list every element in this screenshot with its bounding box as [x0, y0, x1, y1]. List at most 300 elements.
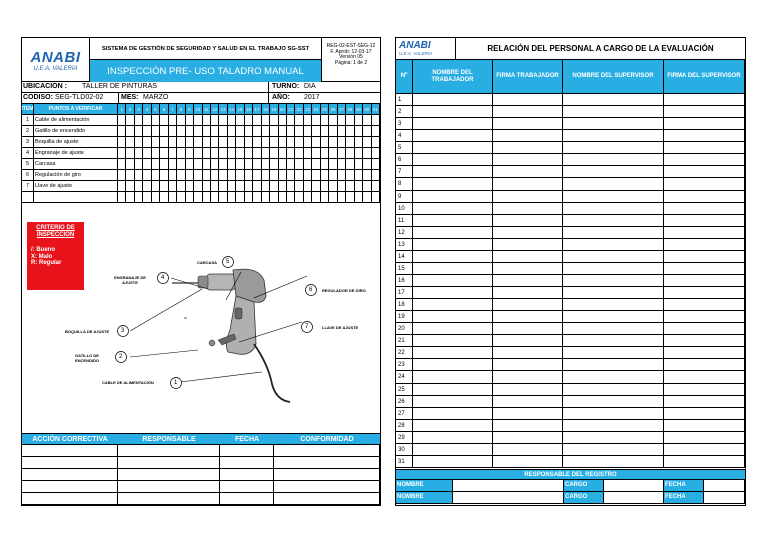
check-cell[interactable]: [219, 192, 227, 203]
action-cell[interactable]: [274, 481, 380, 493]
check-cell[interactable]: [228, 126, 236, 137]
check-cell[interactable]: [253, 192, 261, 203]
check-cell[interactable]: [143, 148, 151, 159]
check-cell[interactable]: [355, 170, 363, 181]
personnel-cell[interactable]: [493, 347, 563, 359]
check-cell[interactable]: [236, 170, 244, 181]
check-cell[interactable]: [253, 181, 261, 192]
action-cell[interactable]: [274, 469, 380, 481]
check-cell[interactable]: [338, 148, 346, 159]
check-cell[interactable]: [211, 192, 219, 203]
check-cell[interactable]: [279, 148, 287, 159]
check-cell[interactable]: [135, 181, 143, 192]
check-cell[interactable]: [152, 170, 160, 181]
check-cell[interactable]: [160, 115, 168, 126]
personnel-cell[interactable]: [563, 408, 664, 420]
personnel-cell[interactable]: [493, 311, 563, 323]
personnel-cell[interactable]: [563, 359, 664, 371]
check-cell[interactable]: [321, 115, 329, 126]
check-cell[interactable]: [194, 148, 202, 159]
check-cell[interactable]: [118, 170, 126, 181]
check-cell[interactable]: [143, 192, 151, 203]
check-cell[interactable]: [245, 126, 253, 137]
personnel-cell[interactable]: [493, 215, 563, 227]
check-cell[interactable]: [355, 126, 363, 137]
personnel-cell[interactable]: [563, 420, 664, 432]
check-cell[interactable]: [262, 115, 270, 126]
personnel-cell[interactable]: [664, 299, 745, 311]
personnel-cell[interactable]: [413, 154, 493, 166]
personnel-cell[interactable]: [493, 359, 563, 371]
check-cell[interactable]: [279, 159, 287, 170]
check-cell[interactable]: [270, 148, 278, 159]
check-cell[interactable]: [321, 192, 329, 203]
personnel-cell[interactable]: [563, 191, 664, 203]
check-cell[interactable]: [152, 181, 160, 192]
personnel-cell[interactable]: [563, 251, 664, 263]
personnel-cell[interactable]: [664, 118, 745, 130]
personnel-cell[interactable]: [664, 130, 745, 142]
check-cell[interactable]: [270, 181, 278, 192]
check-cell[interactable]: [312, 148, 320, 159]
check-cell[interactable]: [363, 126, 371, 137]
action-cell[interactable]: [22, 445, 118, 457]
check-cell[interactable]: [211, 159, 219, 170]
check-cell[interactable]: [262, 181, 270, 192]
check-cell[interactable]: [236, 159, 244, 170]
check-cell[interactable]: [372, 170, 380, 181]
personnel-cell[interactable]: [664, 335, 745, 347]
check-cell[interactable]: [135, 148, 143, 159]
date-field[interactable]: [704, 480, 745, 492]
check-cell[interactable]: [287, 181, 295, 192]
check-cell[interactable]: [143, 181, 151, 192]
check-cell[interactable]: [279, 137, 287, 148]
personnel-cell[interactable]: [413, 215, 493, 227]
personnel-cell[interactable]: [413, 178, 493, 190]
check-cell[interactable]: [135, 115, 143, 126]
check-cell[interactable]: [355, 192, 363, 203]
personnel-cell[interactable]: [413, 432, 493, 444]
check-cell[interactable]: [312, 181, 320, 192]
check-cell[interactable]: [228, 192, 236, 203]
check-cell[interactable]: [118, 126, 126, 137]
check-cell[interactable]: [372, 192, 380, 203]
check-cell[interactable]: [312, 159, 320, 170]
check-cell[interactable]: [363, 192, 371, 203]
check-cell[interactable]: [270, 170, 278, 181]
check-cell[interactable]: [160, 148, 168, 159]
personnel-cell[interactable]: [664, 275, 745, 287]
personnel-cell[interactable]: [493, 227, 563, 239]
personnel-cell[interactable]: [493, 420, 563, 432]
personnel-cell[interactable]: [413, 396, 493, 408]
check-cell[interactable]: [312, 115, 320, 126]
check-cell[interactable]: [135, 192, 143, 203]
check-cell[interactable]: [135, 170, 143, 181]
check-cell[interactable]: [329, 159, 337, 170]
personnel-cell[interactable]: [664, 251, 745, 263]
check-cell[interactable]: [219, 148, 227, 159]
personnel-cell[interactable]: [493, 166, 563, 178]
personnel-cell[interactable]: [563, 396, 664, 408]
check-cell[interactable]: [169, 148, 177, 159]
check-cell[interactable]: [245, 148, 253, 159]
check-cell[interactable]: [118, 115, 126, 126]
check-cell[interactable]: [262, 126, 270, 137]
personnel-cell[interactable]: [413, 191, 493, 203]
action-cell[interactable]: [274, 457, 380, 469]
check-cell[interactable]: [126, 192, 134, 203]
personnel-cell[interactable]: [664, 166, 745, 178]
personnel-cell[interactable]: [493, 444, 563, 456]
check-cell[interactable]: [287, 192, 295, 203]
personnel-cell[interactable]: [664, 215, 745, 227]
personnel-cell[interactable]: [493, 94, 563, 106]
check-cell[interactable]: [338, 159, 346, 170]
check-cell[interactable]: [194, 126, 202, 137]
personnel-cell[interactable]: [664, 396, 745, 408]
check-cell[interactable]: [295, 181, 303, 192]
check-cell[interactable]: [186, 159, 194, 170]
personnel-cell[interactable]: [563, 444, 664, 456]
check-cell[interactable]: [262, 159, 270, 170]
check-cell[interactable]: [194, 159, 202, 170]
check-cell[interactable]: [329, 170, 337, 181]
check-cell[interactable]: [262, 137, 270, 148]
check-cell[interactable]: [186, 148, 194, 159]
personnel-cell[interactable]: [493, 251, 563, 263]
check-cell[interactable]: [363, 148, 371, 159]
check-cell[interactable]: [287, 148, 295, 159]
check-cell[interactable]: [118, 192, 126, 203]
check-cell[interactable]: [203, 137, 211, 148]
check-cell[interactable]: [363, 170, 371, 181]
check-cell[interactable]: [270, 137, 278, 148]
action-cell[interactable]: [220, 469, 274, 481]
personnel-cell[interactable]: [493, 263, 563, 275]
check-cell[interactable]: [355, 115, 363, 126]
check-cell[interactable]: [312, 192, 320, 203]
check-cell[interactable]: [262, 148, 270, 159]
personnel-cell[interactable]: [413, 203, 493, 215]
check-cell[interactable]: [321, 148, 329, 159]
check-cell[interactable]: [253, 115, 261, 126]
check-cell[interactable]: [228, 115, 236, 126]
check-cell[interactable]: [338, 181, 346, 192]
check-cell[interactable]: [338, 192, 346, 203]
check-cell[interactable]: [203, 192, 211, 203]
personnel-cell[interactable]: [563, 118, 664, 130]
check-cell[interactable]: [126, 181, 134, 192]
check-cell[interactable]: [228, 170, 236, 181]
check-cell[interactable]: [245, 192, 253, 203]
check-cell[interactable]: [186, 170, 194, 181]
check-cell[interactable]: [304, 170, 312, 181]
check-cell[interactable]: [219, 159, 227, 170]
check-cell[interactable]: [203, 181, 211, 192]
personnel-cell[interactable]: [664, 154, 745, 166]
check-cell[interactable]: [169, 181, 177, 192]
check-cell[interactable]: [152, 137, 160, 148]
personnel-cell[interactable]: [664, 191, 745, 203]
personnel-cell[interactable]: [413, 323, 493, 335]
personnel-cell[interactable]: [493, 323, 563, 335]
personnel-cell[interactable]: [664, 359, 745, 371]
position-field[interactable]: [604, 492, 664, 504]
personnel-cell[interactable]: [493, 178, 563, 190]
personnel-cell[interactable]: [664, 371, 745, 383]
personnel-cell[interactable]: [413, 408, 493, 420]
personnel-cell[interactable]: [413, 311, 493, 323]
check-cell[interactable]: [321, 181, 329, 192]
personnel-cell[interactable]: [664, 142, 745, 154]
personnel-cell[interactable]: [563, 384, 664, 396]
check-cell[interactable]: [177, 115, 185, 126]
check-cell[interactable]: [236, 192, 244, 203]
personnel-cell[interactable]: [413, 275, 493, 287]
check-cell[interactable]: [304, 192, 312, 203]
personnel-cell[interactable]: [563, 130, 664, 142]
personnel-cell[interactable]: [664, 420, 745, 432]
personnel-cell[interactable]: [664, 323, 745, 335]
check-cell[interactable]: [253, 170, 261, 181]
action-cell[interactable]: [118, 481, 220, 493]
action-cell[interactable]: [220, 457, 274, 469]
check-cell[interactable]: [245, 170, 253, 181]
check-cell[interactable]: [372, 126, 380, 137]
check-cell[interactable]: [169, 170, 177, 181]
action-cell[interactable]: [22, 469, 118, 481]
personnel-cell[interactable]: [563, 299, 664, 311]
check-cell[interactable]: [329, 115, 337, 126]
check-cell[interactable]: [245, 137, 253, 148]
personnel-cell[interactable]: [493, 130, 563, 142]
check-cell[interactable]: [160, 170, 168, 181]
check-cell[interactable]: [143, 115, 151, 126]
check-cell[interactable]: [279, 192, 287, 203]
check-cell[interactable]: [287, 159, 295, 170]
check-cell[interactable]: [177, 192, 185, 203]
personnel-cell[interactable]: [563, 106, 664, 118]
action-cell[interactable]: [118, 457, 220, 469]
personnel-cell[interactable]: [563, 311, 664, 323]
check-cell[interactable]: [143, 170, 151, 181]
action-cell[interactable]: [22, 493, 118, 505]
check-cell[interactable]: [329, 181, 337, 192]
personnel-cell[interactable]: [493, 299, 563, 311]
personnel-cell[interactable]: [664, 106, 745, 118]
check-cell[interactable]: [126, 126, 134, 137]
check-cell[interactable]: [126, 115, 134, 126]
check-cell[interactable]: [295, 126, 303, 137]
check-cell[interactable]: [152, 126, 160, 137]
personnel-cell[interactable]: [493, 371, 563, 383]
name-field[interactable]: [453, 480, 564, 492]
check-cell[interactable]: [228, 181, 236, 192]
check-cell[interactable]: [346, 159, 354, 170]
check-cell[interactable]: [211, 137, 219, 148]
personnel-cell[interactable]: [563, 178, 664, 190]
check-cell[interactable]: [169, 126, 177, 137]
personnel-cell[interactable]: [664, 287, 745, 299]
check-cell[interactable]: [321, 137, 329, 148]
personnel-cell[interactable]: [413, 130, 493, 142]
check-cell[interactable]: [270, 126, 278, 137]
check-cell[interactable]: [295, 148, 303, 159]
personnel-cell[interactable]: [413, 371, 493, 383]
personnel-cell[interactable]: [413, 420, 493, 432]
check-cell[interactable]: [160, 137, 168, 148]
check-cell[interactable]: [245, 181, 253, 192]
action-cell[interactable]: [118, 469, 220, 481]
check-cell[interactable]: [177, 148, 185, 159]
check-cell[interactable]: [203, 126, 211, 137]
personnel-cell[interactable]: [664, 347, 745, 359]
check-cell[interactable]: [253, 126, 261, 137]
check-cell[interactable]: [329, 148, 337, 159]
check-cell[interactable]: [228, 159, 236, 170]
personnel-cell[interactable]: [413, 227, 493, 239]
check-cell[interactable]: [355, 148, 363, 159]
check-cell[interactable]: [312, 137, 320, 148]
personnel-cell[interactable]: [413, 444, 493, 456]
check-cell[interactable]: [186, 137, 194, 148]
check-cell[interactable]: [321, 126, 329, 137]
check-cell[interactable]: [118, 137, 126, 148]
personnel-cell[interactable]: [563, 94, 664, 106]
check-cell[interactable]: [346, 170, 354, 181]
check-cell[interactable]: [152, 192, 160, 203]
check-cell[interactable]: [118, 159, 126, 170]
check-cell[interactable]: [143, 137, 151, 148]
check-cell[interactable]: [219, 170, 227, 181]
action-cell[interactable]: [22, 481, 118, 493]
personnel-cell[interactable]: [493, 456, 563, 468]
check-cell[interactable]: [295, 192, 303, 203]
personnel-cell[interactable]: [413, 251, 493, 263]
check-cell[interactable]: [169, 192, 177, 203]
personnel-cell[interactable]: [563, 203, 664, 215]
action-cell[interactable]: [220, 445, 274, 457]
check-cell[interactable]: [135, 137, 143, 148]
check-cell[interactable]: [160, 159, 168, 170]
personnel-cell[interactable]: [664, 178, 745, 190]
check-cell[interactable]: [152, 148, 160, 159]
check-cell[interactable]: [194, 115, 202, 126]
check-cell[interactable]: [186, 192, 194, 203]
check-cell[interactable]: [211, 148, 219, 159]
check-cell[interactable]: [236, 148, 244, 159]
check-cell[interactable]: [304, 115, 312, 126]
check-cell[interactable]: [194, 192, 202, 203]
action-cell[interactable]: [22, 457, 118, 469]
check-cell[interactable]: [211, 126, 219, 137]
check-cell[interactable]: [169, 159, 177, 170]
check-cell[interactable]: [295, 159, 303, 170]
personnel-cell[interactable]: [563, 166, 664, 178]
check-cell[interactable]: [304, 159, 312, 170]
personnel-cell[interactable]: [563, 239, 664, 251]
check-cell[interactable]: [228, 137, 236, 148]
personnel-cell[interactable]: [664, 444, 745, 456]
personnel-cell[interactable]: [493, 191, 563, 203]
check-cell[interactable]: [338, 137, 346, 148]
personnel-cell[interactable]: [493, 106, 563, 118]
check-cell[interactable]: [372, 159, 380, 170]
check-cell[interactable]: [236, 126, 244, 137]
check-cell[interactable]: [262, 192, 270, 203]
check-cell[interactable]: [287, 115, 295, 126]
personnel-cell[interactable]: [563, 323, 664, 335]
check-cell[interactable]: [245, 115, 253, 126]
check-cell[interactable]: [346, 181, 354, 192]
check-cell[interactable]: [160, 192, 168, 203]
check-cell[interactable]: [126, 170, 134, 181]
check-cell[interactable]: [253, 137, 261, 148]
personnel-cell[interactable]: [413, 239, 493, 251]
personnel-cell[interactable]: [493, 384, 563, 396]
check-cell[interactable]: [253, 159, 261, 170]
personnel-cell[interactable]: [664, 203, 745, 215]
personnel-cell[interactable]: [563, 347, 664, 359]
check-cell[interactable]: [346, 192, 354, 203]
check-cell[interactable]: [143, 126, 151, 137]
check-cell[interactable]: [169, 137, 177, 148]
check-cell[interactable]: [177, 126, 185, 137]
check-cell[interactable]: [262, 170, 270, 181]
check-cell[interactable]: [372, 148, 380, 159]
personnel-cell[interactable]: [563, 142, 664, 154]
personnel-cell[interactable]: [413, 384, 493, 396]
personnel-cell[interactable]: [413, 142, 493, 154]
personnel-cell[interactable]: [664, 94, 745, 106]
personnel-cell[interactable]: [664, 384, 745, 396]
personnel-cell[interactable]: [413, 299, 493, 311]
check-cell[interactable]: [363, 137, 371, 148]
check-cell[interactable]: [372, 181, 380, 192]
action-cell[interactable]: [220, 493, 274, 505]
check-cell[interactable]: [126, 148, 134, 159]
personnel-cell[interactable]: [563, 154, 664, 166]
check-cell[interactable]: [203, 148, 211, 159]
check-cell[interactable]: [211, 170, 219, 181]
personnel-cell[interactable]: [563, 456, 664, 468]
personnel-cell[interactable]: [563, 335, 664, 347]
check-cell[interactable]: [304, 137, 312, 148]
check-cell[interactable]: [287, 170, 295, 181]
check-cell[interactable]: [211, 181, 219, 192]
personnel-cell[interactable]: [413, 347, 493, 359]
check-cell[interactable]: [219, 126, 227, 137]
check-cell[interactable]: [363, 181, 371, 192]
check-cell[interactable]: [236, 137, 244, 148]
check-cell[interactable]: [194, 181, 202, 192]
check-cell[interactable]: [186, 126, 194, 137]
check-cell[interactable]: [152, 115, 160, 126]
check-cell[interactable]: [295, 137, 303, 148]
personnel-cell[interactable]: [664, 432, 745, 444]
personnel-cell[interactable]: [563, 275, 664, 287]
check-cell[interactable]: [177, 137, 185, 148]
check-cell[interactable]: [355, 137, 363, 148]
personnel-cell[interactable]: [563, 432, 664, 444]
check-cell[interactable]: [203, 115, 211, 126]
check-cell[interactable]: [338, 126, 346, 137]
check-cell[interactable]: [321, 170, 329, 181]
personnel-cell[interactable]: [563, 227, 664, 239]
check-cell[interactable]: [135, 159, 143, 170]
